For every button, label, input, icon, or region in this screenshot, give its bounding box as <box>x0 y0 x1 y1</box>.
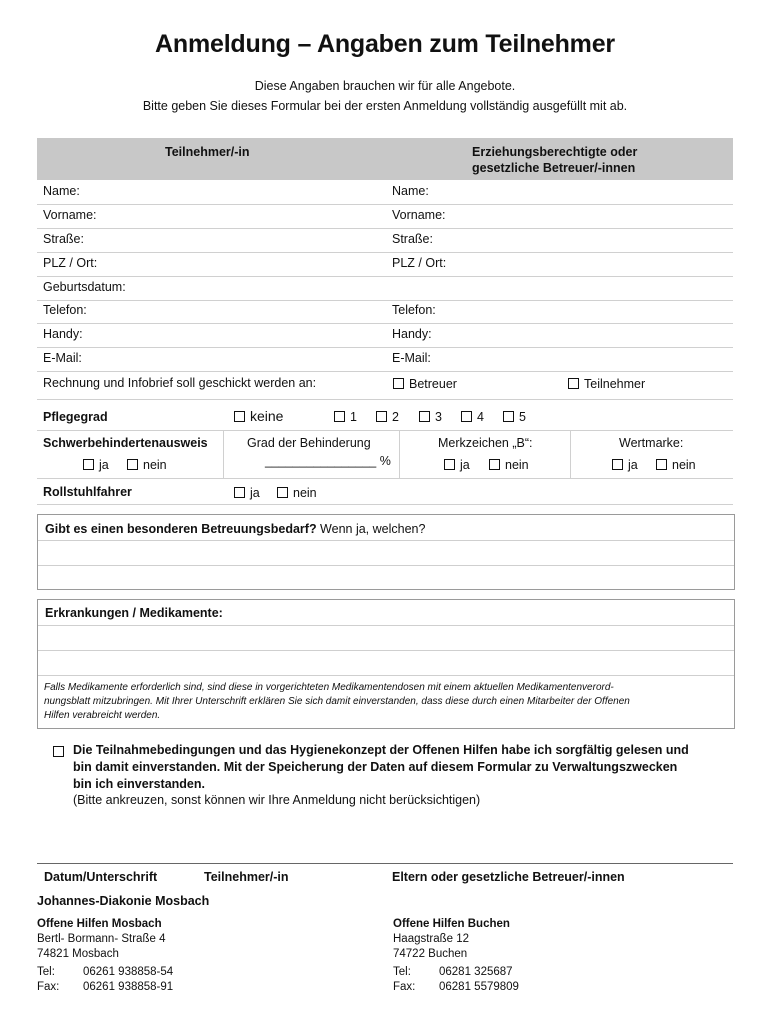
medikamente-note-1: Falls Medikamente erforderlich sind, sind diese in vorgerichteten Medikamentendosen mit einem aktuellen Medikamentenverord- <box>44 682 614 693</box>
guardian-plz-field[interactable]: PLZ / Ort: <box>392 256 447 270</box>
pflegegrad-5[interactable]: 5 <box>503 410 526 424</box>
row-pflegegrad <box>37 406 733 431</box>
rollstuhl-label: Rollstuhlfahrer <box>43 485 132 499</box>
wertmarke-label: Wertmarke: <box>619 436 684 450</box>
signature-datum-label: Datum/Unterschrift <box>44 870 158 884</box>
guardian-handy-field[interactable]: Handy: <box>392 327 432 341</box>
rechnung-label: Rechnung und Infobrief soll geschickt werden an: <box>43 376 317 390</box>
guardian-vorname-field[interactable]: Vorname: <box>392 208 446 222</box>
name-field[interactable]: Name: <box>43 184 80 198</box>
intro-line-1: Diese Angaben brauchen wir für alle Angebote. <box>254 79 516 93</box>
checkbox-icon <box>656 459 667 470</box>
erkrankungen-input-2[interactable] <box>38 651 734 675</box>
checkbox-icon <box>568 378 579 389</box>
header-participant: Teilnehmer/-in <box>165 145 250 159</box>
betreuungsbedarf-box <box>37 514 735 590</box>
rollstuhl-ja[interactable]: ja <box>234 486 260 500</box>
pflegegrad-label: Pflegegrad <box>43 410 108 424</box>
fax-number: 06261 938858-91 <box>83 981 174 993</box>
guardian-email-field[interactable]: E-Mail: <box>392 351 431 365</box>
tel-number: 06281 325687 <box>439 966 513 978</box>
consent-checkbox[interactable] <box>53 746 64 757</box>
divider <box>399 430 400 478</box>
consent-line-1: Die Teilnahmebedingungen und das Hygienekonzept der Offenen Hilfen habe ich sorgfältig gelesen und <box>73 743 689 757</box>
pflegegrad-keine[interactable]: keine <box>234 408 283 424</box>
handy-field[interactable]: Handy: <box>43 327 83 341</box>
row-handy <box>37 323 733 348</box>
signature-line <box>37 863 733 864</box>
erkrankungen-input-1[interactable] <box>38 626 734 650</box>
ausweis-nein[interactable]: nein <box>127 458 167 472</box>
wertmarke-nein[interactable]: nein <box>656 458 696 472</box>
checkbox-icon <box>234 411 245 422</box>
guardian-telefon-field[interactable]: Telefon: <box>392 303 436 317</box>
consent-line-4: (Bitte ankreuzen, sonst können wir Ihre Anmeldung nicht berücksichtigen) <box>73 793 481 807</box>
pflegegrad-2[interactable]: 2 <box>376 410 399 424</box>
consent-line-2: bin damit einverstanden. Mit der Speicherung der Daten auf diesem Formular zu Verwaltungszwecken <box>73 760 678 774</box>
checkbox-icon <box>127 459 138 470</box>
strasse-field[interactable]: Straße: <box>43 232 84 246</box>
telefon-field[interactable]: Telefon: <box>43 303 87 317</box>
row-email <box>37 347 733 372</box>
row-telefon <box>37 299 733 324</box>
address-city: 74722 Buchen <box>393 948 468 960</box>
medikamente-note-3: Hilfen verabreicht werden. <box>44 710 161 721</box>
medikamente-note-2: nungsblatt mitzubringen. Mit Ihrer Unterschrift erklären Sie sich damit einverstanden, dass diese durch einen Mitarbeiter der Offenen <box>44 696 630 707</box>
geburtsdatum-field[interactable]: Geburtsdatum: <box>43 280 126 294</box>
rechnung-option-teilnehmer[interactable]: Teilnehmer <box>568 377 645 391</box>
table-header <box>37 138 733 180</box>
checkbox-icon <box>393 378 404 389</box>
rollstuhl-nein[interactable]: nein <box>277 486 317 500</box>
page-title: Anmeldung – Angaben zum Teilnehmer <box>155 30 615 58</box>
checkbox-icon <box>461 411 472 422</box>
ausweis-ja[interactable]: ja <box>83 458 109 472</box>
row-schwerbehindert <box>37 430 733 479</box>
pflegegrad-3[interactable]: 3 <box>419 410 442 424</box>
email-field[interactable]: E-Mail: <box>43 351 82 365</box>
pflegegrad-1[interactable]: 1 <box>334 410 357 424</box>
vorname-field[interactable]: Vorname: <box>43 208 97 222</box>
fax-label: Fax: <box>393 981 416 993</box>
rechnung-option-betreuer[interactable]: Betreuer <box>393 377 457 391</box>
checkbox-icon <box>444 459 455 470</box>
signature-eltern-label: Eltern oder gesetzliche Betreuer/-innen <box>392 870 625 884</box>
checkbox-icon <box>612 459 623 470</box>
betreuungsbedarf-input-1[interactable] <box>38 541 734 565</box>
merkzeichen-label: Merkzeichen „B“: <box>438 436 533 450</box>
tel-number: 06261 938858-54 <box>83 966 174 978</box>
row-rollstuhl <box>37 480 733 505</box>
row-vorname <box>37 204 733 229</box>
row-plz <box>37 252 733 277</box>
grad-label: Grad der Behinderung <box>247 436 371 450</box>
checkbox-icon <box>419 411 430 422</box>
divider <box>223 430 224 478</box>
tel-label: Tel: <box>393 966 411 978</box>
address-city: 74821 Mosbach <box>37 948 119 960</box>
intro-line-2: Bitte geben Sie dieses Formular bei der ersten Anmeldung vollständig ausgefüllt mit ab. <box>142 99 628 113</box>
consent-line-3: bin ich einverstanden. <box>73 777 205 791</box>
checkbox-icon <box>503 411 514 422</box>
row-rechnung <box>37 371 733 400</box>
divider <box>570 430 571 478</box>
organization-name: Johannes-Diakonie Mosbach <box>37 894 210 908</box>
row-geburtsdatum <box>37 276 733 301</box>
merkzeichen-ja[interactable]: ja <box>444 458 470 472</box>
address-street: Haagstraße 12 <box>393 933 470 945</box>
address-name: Offene Hilfen Buchen <box>393 918 510 930</box>
row-strasse <box>37 228 733 253</box>
fax-label: Fax: <box>37 981 60 993</box>
plz-field[interactable]: PLZ / Ort: <box>43 256 98 270</box>
address-street: Bertl- Bormann- Straße 4 <box>37 933 166 945</box>
grad-input[interactable]: ________________ % <box>265 454 391 468</box>
betreuungsbedarf-input-2[interactable] <box>38 566 734 589</box>
guardian-name-field[interactable]: Name: <box>392 184 429 198</box>
row-name <box>37 180 733 205</box>
header-guardian-line1: Erziehungsberechtigte oder <box>472 145 638 159</box>
betreuungsbedarf-label: Gibt es einen besonderen Betreuungsbedarf? Wenn ja, welchen? <box>45 522 426 536</box>
checkbox-icon <box>489 459 500 470</box>
merkzeichen-nein[interactable]: nein <box>489 458 529 472</box>
address-buchen <box>393 917 519 995</box>
checkbox-icon <box>83 459 94 470</box>
address-mosbach <box>37 917 173 995</box>
erkrankungen-label: Erkrankungen / Medikamente: <box>45 606 223 620</box>
checkbox-icon <box>376 411 387 422</box>
guardian-strasse-field[interactable]: Straße: <box>392 232 433 246</box>
tel-label: Tel: <box>37 966 55 978</box>
divider <box>38 675 734 676</box>
checkbox-icon <box>277 487 288 498</box>
header-guardian-line2: gesetzliche Betreuer/-innen <box>472 161 636 175</box>
address-name: Offene Hilfen Mosbach <box>37 918 162 930</box>
schwerbehindert-label: Schwerbehindertenausweis <box>43 436 208 450</box>
wertmarke-ja[interactable]: ja <box>612 458 638 472</box>
fax-number: 06281 5579809 <box>439 981 519 993</box>
checkbox-icon <box>334 411 345 422</box>
signature-teilnehmer-label: Teilnehmer/-in <box>204 870 289 884</box>
pflegegrad-4[interactable]: 4 <box>461 410 484 424</box>
checkbox-icon <box>234 487 245 498</box>
